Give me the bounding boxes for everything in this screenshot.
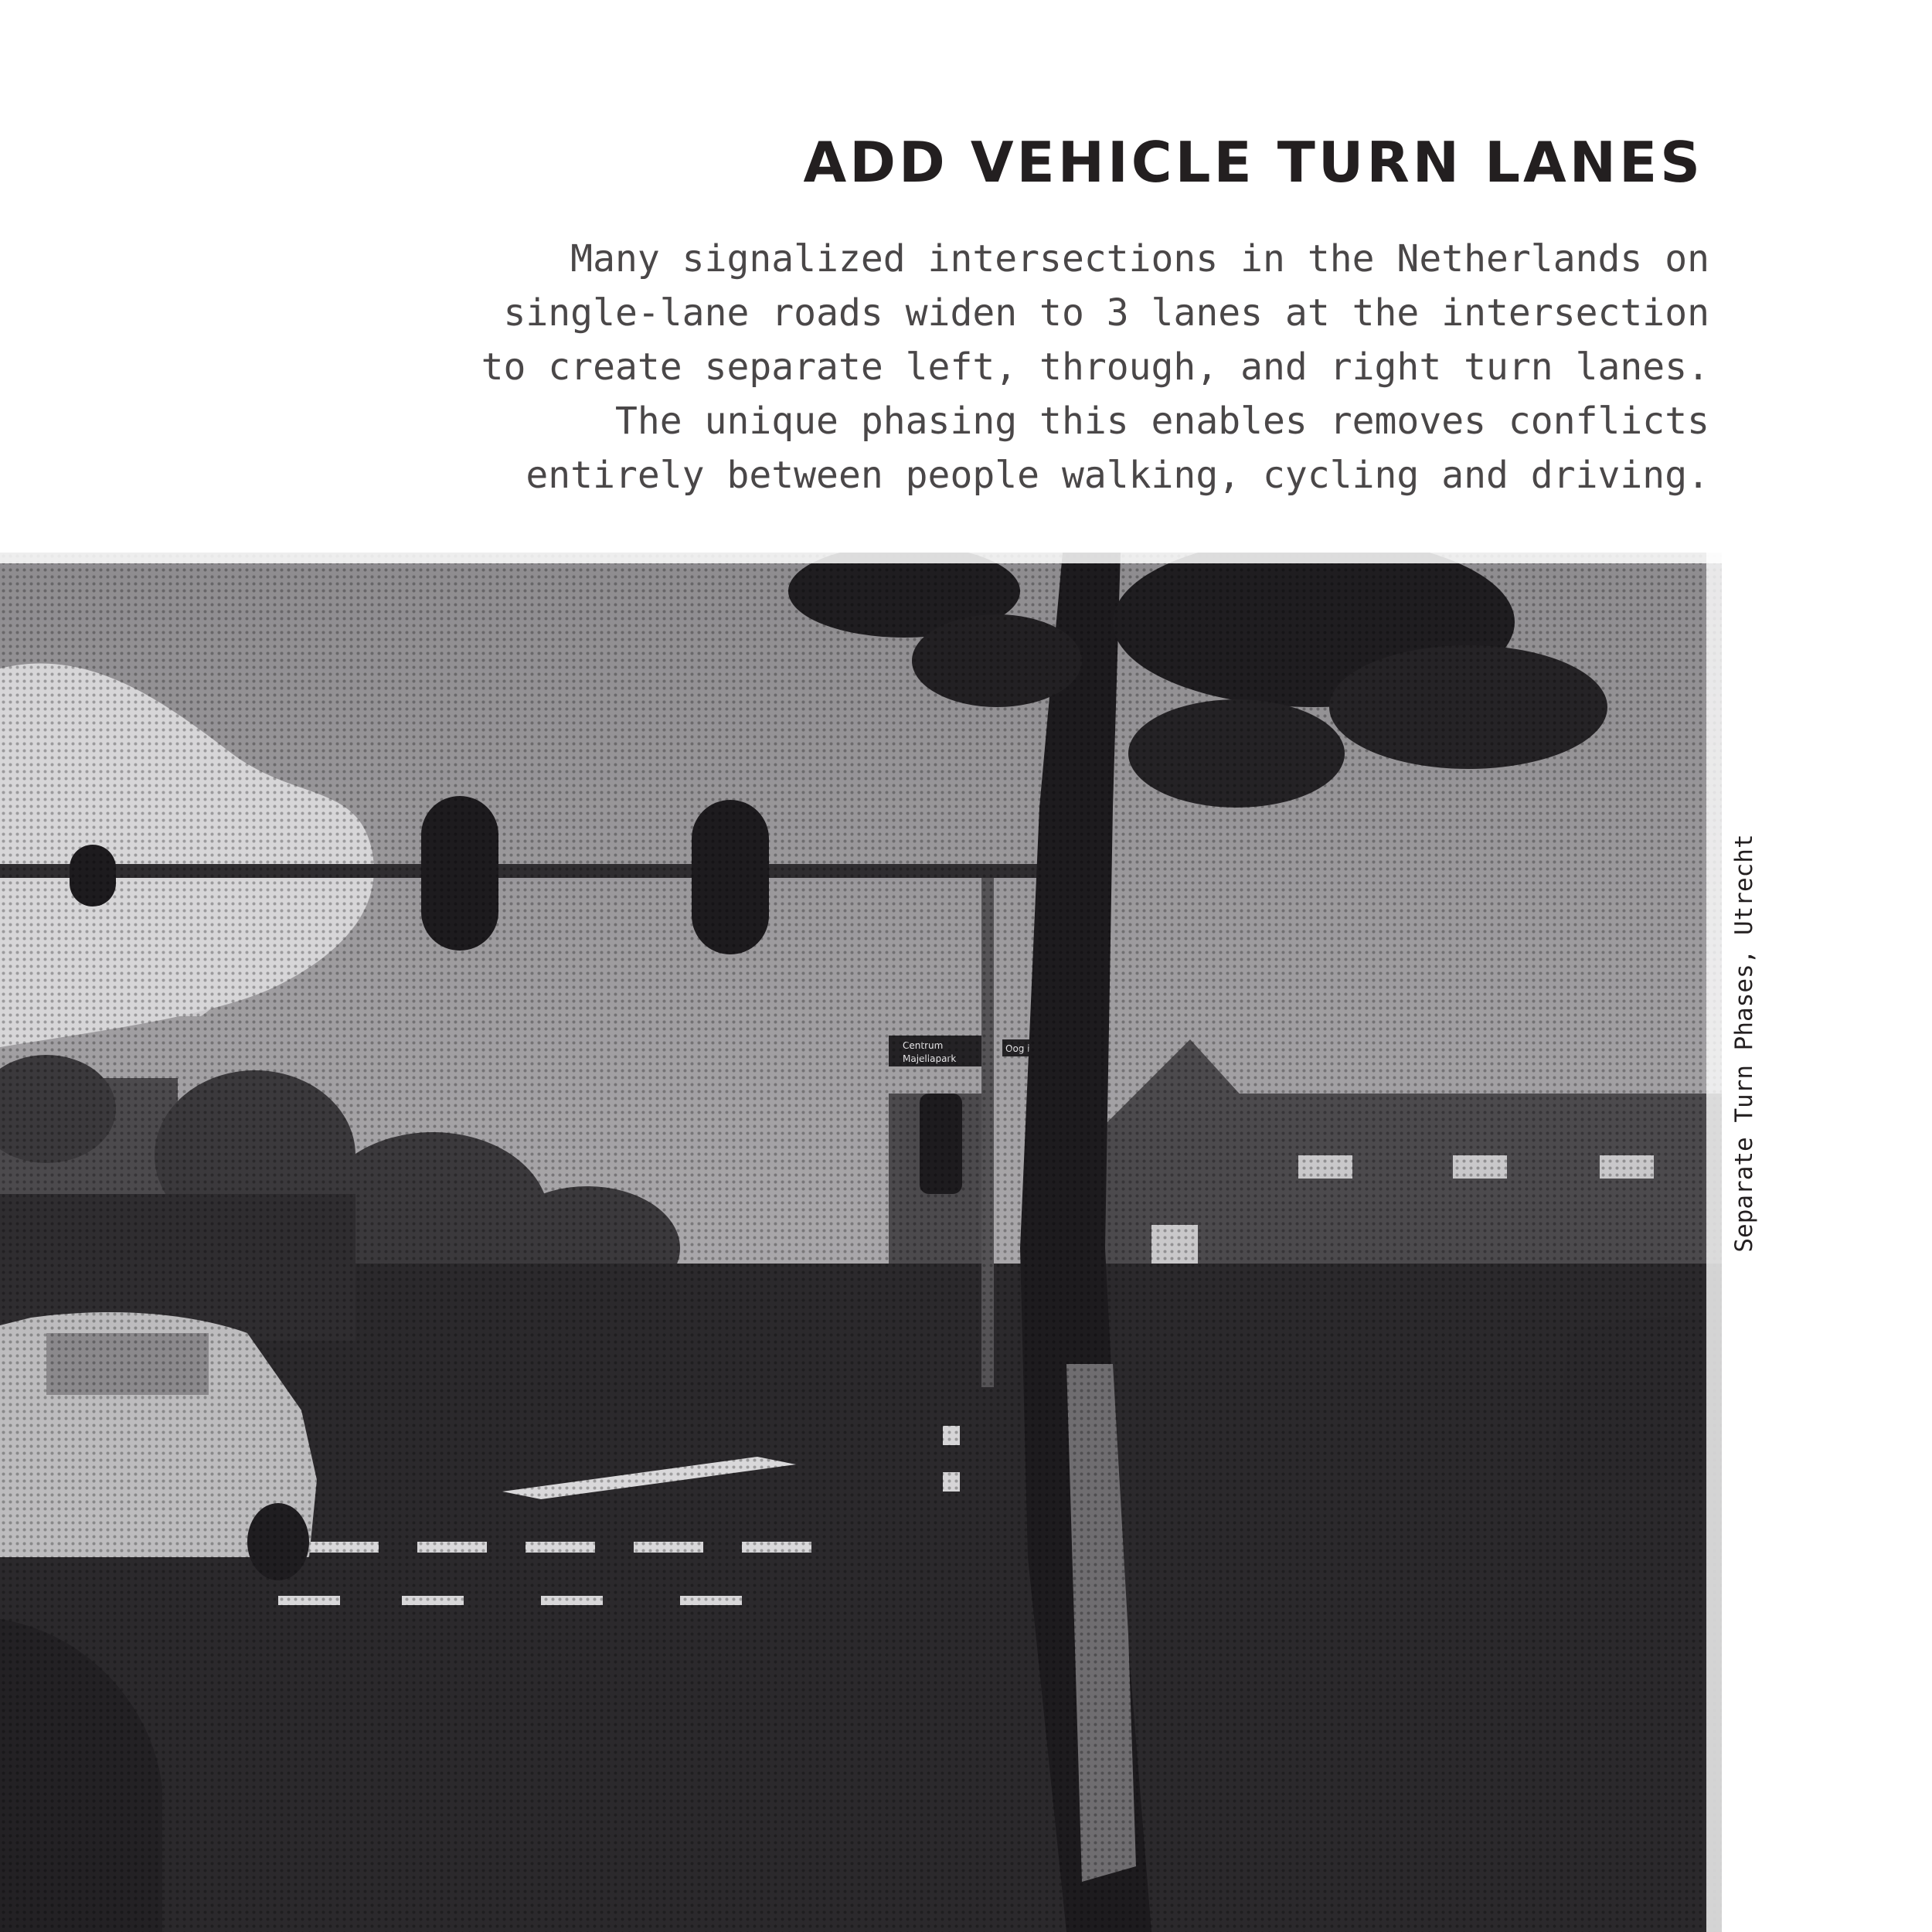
photo-caption: Separate Turn Phases, Utrecht <box>1730 834 1758 1253</box>
body-paragraph <box>473 232 1709 502</box>
body-line: to create separate left, through, and right turn lanes. <box>481 345 1709 389</box>
body-line: entirely between people walking, cycling and driving. <box>526 454 1709 497</box>
body-line: Many signalized intersections in the Netherlands on <box>570 237 1709 281</box>
photo-border <box>0 553 1722 563</box>
body-line: single-lane roads widen to 3 lanes at the intersection <box>503 291 1709 335</box>
page-title: ADD VEHICLE TURN LANES <box>803 130 1703 195</box>
halftone-overlay <box>0 553 1722 1932</box>
body-line: The unique phasing this enables removes conflicts <box>614 400 1709 443</box>
intersection-photo <box>0 553 1722 1932</box>
